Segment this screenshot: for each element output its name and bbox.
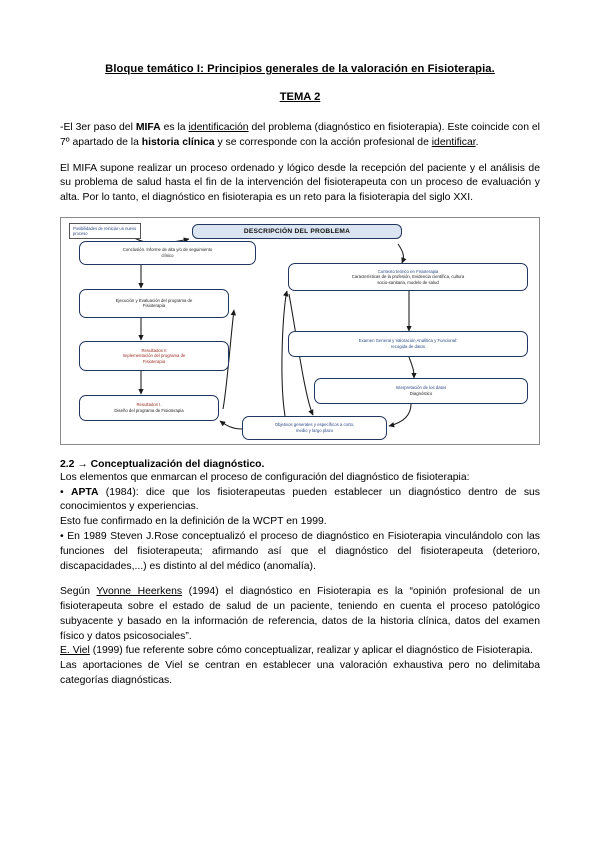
node-conclusion-line1: Conclusión. Informe de alta y/o de seguimiento <box>122 247 213 253</box>
diagram-node-examen-general <box>288 331 528 357</box>
node-objetivos-line1: Objetivos generales y específicos a corto, <box>274 422 355 428</box>
viel-author: E. Viel <box>60 645 90 657</box>
intro-text-d: y se corresponde con la acción profesional de <box>214 136 432 148</box>
diagram-node-resultados-2 <box>79 341 229 371</box>
intro-text-b: es la <box>160 122 189 134</box>
node-resultados2-line1: Resultados II <box>141 347 167 353</box>
intro-mifa: MIFA <box>135 122 161 134</box>
node-examen-line1: Examen General y Valoración Analítica y Funcional: <box>358 338 458 344</box>
diagram-header-label: DESCRIPCIÓN DEL PROBLEMA <box>243 227 351 235</box>
intro-text-a: -El 3er paso del <box>60 122 136 134</box>
bullet-apta-text: (1984): dice que los fisioterapeutas pueden establecer un diagnóstico dentro de sus conocimientos y experiencias. <box>60 486 540 513</box>
intro-identificar: identificar <box>431 136 476 148</box>
diagram-node-contexto-teorico <box>288 263 528 291</box>
node-resultados1-line2: Diseño del programa de Fisioterapia <box>114 407 184 413</box>
node-resultados2-line3: Fisioterapia <box>142 358 166 364</box>
viel-text: (1999) fue referente sobre cómo conceptualizar, realizar y aplicar el diagnóstico de Fisioterapia. <box>89 645 533 657</box>
diagram-note-reiniciar <box>69 223 141 239</box>
intro-identificacion: identificación <box>188 122 249 134</box>
heerkens-text-a: Según <box>60 586 97 598</box>
paragraph-spacer <box>60 574 540 585</box>
diagram-note-text: Posibilidades de reiniciar un nuevo proceso <box>73 225 137 236</box>
node-contexto-line2: Características de la profesión, Evidencia científica, cultura <box>351 274 465 280</box>
bullet-rose: • En 1989 Steven J.Rose conceptualizó el proceso de diagnóstico en Fisioterapia vinculándolo con las funciones del fisioterapeuta; afirmando así que el diagnóstico del fisioterapeuta (deterioro, discapacidades,...) es distinto al del médico (anomalía). <box>60 531 540 572</box>
heerkens-text-b: (1994) el diagnóstico en Fisioterapia es la “opinión profesional de un fisioterapeuta sobre el estado de salud de un paciente, teniendo en cuenta el proceso patológico subyacente y basado en la información de referencia, datos de la historia clínica, datos del examen físico y datos psicosociales”. <box>60 586 540 642</box>
page-title: Bloque temático I: Principios generales de la valoración en Fisioterapia. <box>105 63 495 75</box>
diagram-node-ejecucion-evaluacion <box>79 289 229 318</box>
node-resultados2-line2: Implementación del programa de <box>122 353 186 359</box>
paragraph-heerkens <box>60 585 540 644</box>
node-examen-line2: recogida de datos <box>390 343 426 349</box>
intro-historia-clinica: historia clínica <box>141 136 215 148</box>
diagram-node-objetivos <box>242 416 387 440</box>
paragraph-viel-aportaciones: Las aportaciones de Viel se centran en establecer una valoración exhaustiva pero no delimitaba categorías diagnósticas. <box>60 660 540 686</box>
bullet-apta-label: APTA <box>70 486 99 498</box>
section-intro-line: Los elementos que enmarcan el proceso de configuración del diagnóstico de fisioterapia: <box>60 471 470 483</box>
diagram-node-interpretacion-diagnostico <box>314 378 528 404</box>
page-subtitle: TEMA 2 <box>279 91 321 104</box>
node-objetivos-line2: medio y largo plazo <box>295 427 334 433</box>
node-contexto-line3: socio-sanitaria, modelo de salud <box>377 279 439 285</box>
node-ejecucion-line2: Fisioterapia <box>142 303 166 309</box>
node-interpretacion-line1: Interpretación de los datos <box>395 385 447 391</box>
diagram-header-descripcion-problema <box>192 224 402 239</box>
heerkens-author: Yvonne Heerkens <box>96 586 183 598</box>
node-ejecucion-line1: Ejecución y Evaluación del programa de <box>115 297 193 303</box>
mifa-flow-diagram <box>60 217 540 445</box>
bullet-apta <box>60 486 540 516</box>
node-resultados1-line1: Resultados I. <box>136 402 162 408</box>
paragraph-mifa: El MIFA supone realizar un proceso ordenado y lógico desde la recepción del paciente y el análisis de su problema de salud hasta el fin de la intervención del fisioterapeuta con un proceso de evaluación y alta. Por lo tanto, el diagnóstico en fisioterapia es un reto para la fisioterapia del siglo XXI. <box>60 162 540 204</box>
intro-text-c: del problema (diagnóstico en fisioterapia). Este coincide con el 7º apartado de la <box>60 122 540 148</box>
paragraph-viel <box>60 644 540 659</box>
diagram-node-conclusion <box>79 241 256 265</box>
node-contexto-line1: Contexto teórico en Fisioterapia <box>377 268 439 274</box>
node-conclusion-line2: clínico <box>161 252 174 258</box>
node-interpretacion-line2: Diagnóstico <box>409 390 433 396</box>
intro-paragraph <box>60 121 540 151</box>
section-heading-2-2: 2.2 → Conceptualización del diagnóstico. <box>60 458 265 470</box>
diagram-node-resultados-1 <box>79 395 219 421</box>
bullet-apta-marker: • <box>60 486 71 498</box>
line-wcpt: Esto fue confirmado en la definición de la WCPT en 1999. <box>60 516 327 528</box>
intro-text-e: . <box>475 136 479 148</box>
